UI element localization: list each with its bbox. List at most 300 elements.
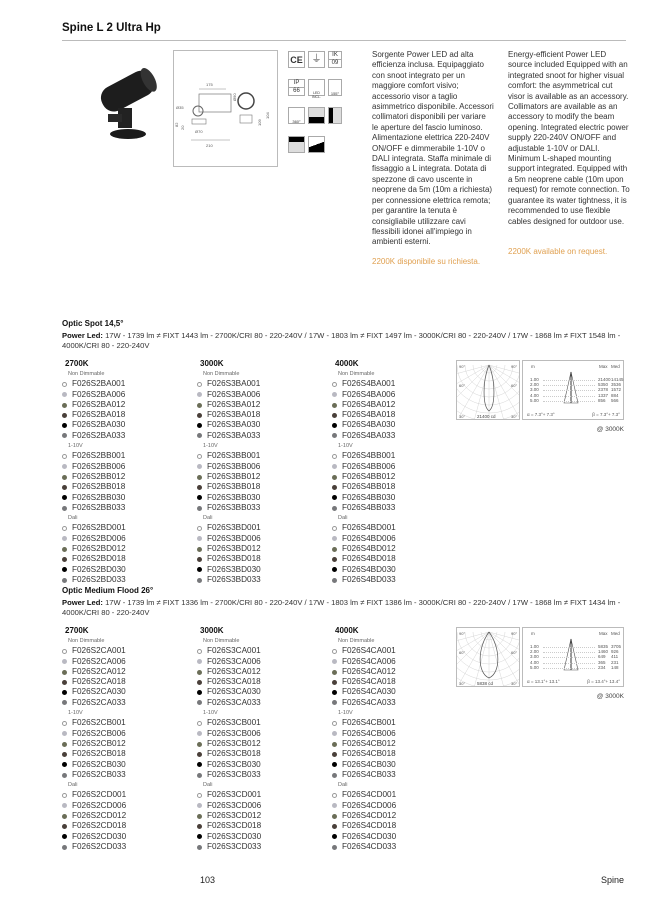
finish-swatch-icon <box>197 659 202 664</box>
finish-swatch-icon <box>332 413 337 418</box>
finish-swatch-icon <box>62 649 67 654</box>
finish-swatch-icon <box>197 475 202 480</box>
finish-swatch-icon <box>332 506 337 511</box>
mounting-floor-icon <box>308 107 325 124</box>
svg-text:20: 20 <box>180 125 185 130</box>
finish-swatch-icon <box>62 834 67 839</box>
led-included-icon: LED INCL. <box>308 79 325 96</box>
finish-swatch-icon <box>62 742 67 747</box>
product-code-item[interactable]: F026S3CD006 <box>197 801 327 811</box>
product-code-item[interactable]: F026S4BA018 <box>332 410 462 420</box>
finish-swatch-icon <box>62 557 67 562</box>
finish-swatch-icon <box>197 845 202 850</box>
product-code-item[interactable]: F026S2BB006 <box>62 462 192 472</box>
finish-swatch-icon <box>332 793 337 798</box>
finish-swatch-icon <box>62 464 67 469</box>
ip-rating-icon: IP 66 <box>288 79 305 96</box>
finish-swatch-icon <box>62 536 67 541</box>
page-title: Spine L 2 Ultra Hp <box>62 22 161 34</box>
product-code-item[interactable]: F026S3BB001 <box>197 451 327 461</box>
angle-label: 60° <box>459 650 466 655</box>
product-code-item[interactable]: F026S2CD030 <box>62 832 192 842</box>
finish-swatch-icon <box>62 433 67 438</box>
angle-label: 30° <box>511 414 518 419</box>
finish-swatch-icon <box>62 485 67 490</box>
rotation-icon: 360° <box>288 107 305 124</box>
code-column-3000K <box>197 359 327 585</box>
finish-swatch-icon <box>332 392 337 397</box>
finish-swatch-icon <box>332 721 337 726</box>
description-en: Energy-efficient Power LED source included Equipped with an integrated snoot for higher visual comfort: the asymmetrical cut visor is available as an accessory. Collimators are available as an accessory to modify the beam opening. Integrated electric power supply 220-240V ON/OFF and adjustable 1-10V or DALI. Minimum L-shaped mounting support integrated. Equipped with a 5m neoprene cable (10m upon request) for remote connection. To guarantee its water tightness, it is recommended to use flexible cables designed for outdoor use. 2200K available on request. <box>508 50 630 256</box>
product-code-item[interactable]: F026S2CA018 <box>62 677 192 687</box>
color-temperature: 2700K <box>65 626 89 635</box>
product-code-item[interactable]: F026S2CB006 <box>62 729 192 739</box>
peak-intensity: 21400 cd <box>477 414 496 419</box>
ik-rating-icon: IK 09 <box>328 51 342 68</box>
finish-swatch-icon <box>62 803 67 808</box>
product-code-item[interactable]: F026S3BA001 <box>197 379 327 389</box>
finish-swatch-icon <box>197 567 202 572</box>
finish-swatch-icon <box>197 690 202 695</box>
svg-text:Ø70: Ø70 <box>195 129 203 134</box>
finish-swatch-icon <box>197 824 202 829</box>
finish-swatch-icon <box>62 721 67 726</box>
dimming-group-label: 1-10V <box>338 443 353 450</box>
finish-swatch-icon <box>62 495 67 500</box>
finish-swatch-icon <box>197 680 202 685</box>
product-code-item[interactable]: F026S2CD001 <box>62 790 192 800</box>
finish-swatch-icon <box>332 557 337 562</box>
finish-swatch-icon <box>62 773 67 778</box>
finish-swatch-icon <box>332 578 337 583</box>
mounting-slope-icon <box>308 136 325 153</box>
product-code-item[interactable]: F026S2CD033 <box>62 842 192 852</box>
finish-swatch-icon <box>62 392 67 397</box>
finish-swatch-icon <box>197 433 202 438</box>
product-code-item[interactable]: F026S3BB018 <box>197 482 327 492</box>
product-code-item[interactable]: F026S3CB001 <box>197 718 327 728</box>
product-code-item[interactable]: F026S4CA001 <box>332 646 462 656</box>
dimming-group-label: Non Dimmable <box>203 638 240 644</box>
product-code-item[interactable]: F026S3CB033 <box>197 770 327 780</box>
finish-swatch-icon <box>62 423 67 428</box>
product-code-item[interactable]: F026S3CA006 <box>197 657 327 667</box>
header-divider <box>62 40 626 41</box>
finish-swatch-icon <box>332 567 337 572</box>
finish-swatch-icon <box>332 803 337 808</box>
finish-swatch-icon <box>197 403 202 408</box>
product-code-item[interactable]: F026S4BD030 <box>332 565 462 575</box>
product-code-item[interactable]: F026S2CA001 <box>62 646 192 656</box>
product-code-item[interactable]: F026S2CB033 <box>62 770 192 780</box>
finish-swatch-icon <box>332 536 337 541</box>
polar-grid-ray <box>489 365 519 417</box>
product-code-item[interactable]: F026S4CB006 <box>332 729 462 739</box>
svg-text:210: 210 <box>206 143 213 148</box>
product-code-item[interactable]: F026S4CD018 <box>332 821 462 831</box>
finish-swatch-icon <box>197 731 202 736</box>
product-code-item[interactable]: F026S4BA012 <box>332 400 462 410</box>
finish-swatch-icon <box>332 814 337 819</box>
finish-swatch-icon <box>62 526 67 531</box>
product-code-item[interactable]: F026S2BA033 <box>62 431 192 441</box>
dimming-group-label: Dali <box>203 515 213 522</box>
product-code-item[interactable]: F026S3CA033 <box>197 698 327 708</box>
section-title: Optic Medium Flood 26° <box>62 586 154 595</box>
svg-text:Ø35: Ø35 <box>176 105 184 110</box>
color-temperature: 2700K <box>65 359 89 368</box>
angle-label: 30° <box>511 681 518 686</box>
product-code-item[interactable]: F026S2CA012 <box>62 667 192 677</box>
dimming-group-label: 1-10V <box>338 710 353 717</box>
product-code-item[interactable]: F026S3CA018 <box>197 677 327 687</box>
dimming-group-label: Non Dimmable <box>68 371 105 377</box>
finish-swatch-icon <box>332 649 337 654</box>
power-spec: Power Led: 17W - 1739 lm ≠ FIXT 1336 lm - 2700K/CRI 80 - 220-240V / 17W - 1803 lm ≠ FIXT 1386 lm - 3000K/CRI 80 - 220-240V / 17W - 1868 lm ≠ FIXT 1434 lm - 4000K/CRI 80 - 220-240V <box>62 598 621 618</box>
product-code-item[interactable]: F026S2CD018 <box>62 821 192 831</box>
finish-swatch-icon <box>332 834 337 839</box>
finish-swatch-icon <box>332 659 337 664</box>
product-code-item[interactable]: F026S2CB030 <box>62 760 192 770</box>
measurement-note: @ 3000K <box>596 693 624 700</box>
finish-swatch-icon <box>197 495 202 500</box>
finish-swatch-icon <box>62 752 67 757</box>
color-temperature: 4000K <box>335 626 359 635</box>
mounting-ceiling-icon <box>288 136 305 153</box>
color-temperature: 3000K <box>200 626 224 635</box>
product-code-item[interactable]: F026S2BD012 <box>62 544 192 554</box>
product-code-item[interactable]: F026S3BD033 <box>197 575 327 585</box>
product-code-item[interactable]: F026S3CD033 <box>197 842 327 852</box>
finish-swatch-icon <box>197 413 202 418</box>
polar-grid-ray <box>473 632 489 687</box>
product-code-item[interactable]: F026S2BD033 <box>62 575 192 585</box>
polar-grid-ray <box>459 365 489 417</box>
finish-swatch-icon <box>62 454 67 459</box>
product-code-item[interactable]: F026S3CD012 <box>197 811 327 821</box>
product-code-item[interactable]: F026S3BD001 <box>197 523 327 533</box>
angle-label: 90° <box>511 364 518 369</box>
description-it: Sorgente Power LED ad alta efficienza inclusa. Equipaggiato con snoot integrato per un maggiore comfort visivo; accessorio visor a taglio asimmetrico disponibile. Accessori collimatori disponibili per variare le aperture del fascio luminoso. Alimentazione elettrica 220-240V ON/OFF e dimmerabile 1-10V o DALI integrata. Staffa minimale di fissaggio a L integrata. Dotata di spezzone di cavo uscente in neoprene da 5m (10m a richiesta) per connessione elettrica remota; per garantire la tenuta è consigliabile utilizzare cavi flessibili idonei all'impiego in ambienti esterni. 2200K disponibile su richiesta. <box>372 50 494 266</box>
color-temperature: 4000K <box>335 359 359 368</box>
finish-swatch-icon <box>332 403 337 408</box>
product-code-item[interactable]: F026S3CB006 <box>197 729 327 739</box>
product-code-item[interactable]: F026S4CD033 <box>332 842 462 852</box>
finish-swatch-icon <box>197 773 202 778</box>
finish-swatch-icon <box>197 536 202 541</box>
finish-swatch-icon <box>197 803 202 808</box>
product-code-item[interactable]: F026S4BB001 <box>332 451 462 461</box>
dimming-group-label: Non Dimmable <box>203 371 240 377</box>
product-code-item[interactable]: F026S2CB001 <box>62 718 192 728</box>
dimming-group-label: Dali <box>338 782 348 789</box>
dimming-group-label: Non Dimmable <box>338 638 375 644</box>
illuminance-table: m Max Med 1.00 21400 14145 2.00 5350 3536 3.00 2378 1572 4.00 1337 884 5.00 856 566 α = 7.3°+ 7.3° β = 7.3°+ 7.3° <box>522 360 624 420</box>
finish-swatch-icon <box>332 731 337 736</box>
finish-swatch-icon <box>197 526 202 531</box>
product-code-item[interactable]: F026S4CD006 <box>332 801 462 811</box>
product-code-item[interactable]: F026S3BD030 <box>197 565 327 575</box>
note-en: 2200K available on request. <box>508 246 608 256</box>
product-code-item[interactable]: F026S2CB012 <box>62 739 192 749</box>
finish-swatch-icon <box>332 773 337 778</box>
finish-swatch-icon <box>332 495 337 500</box>
product-code-item[interactable]: F026S3BB030 <box>197 493 327 503</box>
product-code-item[interactable]: F026S4CB012 <box>332 739 462 749</box>
mounting-wall-icon <box>328 107 342 124</box>
finish-swatch-icon <box>62 578 67 583</box>
polar-diagram <box>456 627 520 687</box>
finish-swatch-icon <box>197 670 202 675</box>
finish-swatch-icon <box>197 464 202 469</box>
product-code-item[interactable]: F026S2BA030 <box>62 420 192 430</box>
angle-label: 30° <box>459 681 466 686</box>
code-column-4000K <box>332 626 462 852</box>
product-code-item[interactable]: F026S2BA018 <box>62 410 192 420</box>
product-code-item[interactable]: F026S3CD001 <box>197 790 327 800</box>
product-code-item[interactable]: F026S4BA006 <box>332 390 462 400</box>
product-code-item[interactable]: F026S3BA006 <box>197 390 327 400</box>
product-code-item[interactable]: F026S4CB033 <box>332 770 462 780</box>
product-code-item[interactable]: F026S3BB033 <box>197 503 327 513</box>
product-code-item[interactable]: F026S2BB001 <box>62 451 192 461</box>
product-code-item[interactable]: F026S4BB033 <box>332 503 462 513</box>
finish-swatch-icon <box>62 403 67 408</box>
finish-swatch-icon <box>332 423 337 428</box>
finish-swatch-icon <box>62 793 67 798</box>
color-temperature: 3000K <box>200 359 224 368</box>
product-code-item[interactable]: F026S2CA033 <box>62 698 192 708</box>
code-column-4000K <box>332 359 462 585</box>
product-code-item[interactable]: F026S3BD018 <box>197 554 327 564</box>
product-code-item[interactable]: F026S2BD006 <box>62 534 192 544</box>
product-code-item[interactable]: F026S4BD033 <box>332 575 462 585</box>
product-code-item[interactable]: F026S4CA006 <box>332 657 462 667</box>
product-code-item[interactable]: F026S3CA001 <box>197 646 327 656</box>
product-code-item[interactable]: F026S4CB030 <box>332 760 462 770</box>
dimming-group-label: Dali <box>203 782 213 789</box>
code-column-2700K <box>62 359 192 585</box>
measurement-note: @ 3000K <box>596 426 624 433</box>
angle-label: 60° <box>459 383 466 388</box>
finish-swatch-icon <box>62 700 67 705</box>
finish-swatch-icon <box>62 567 67 572</box>
finish-swatch-icon <box>332 475 337 480</box>
note-it: 2200K disponibile su richiesta. <box>372 256 481 266</box>
dimming-group-label: 1-10V <box>68 443 83 450</box>
product-code-item[interactable]: F026S4BB030 <box>332 493 462 503</box>
finish-swatch-icon <box>62 680 67 685</box>
finish-swatch-icon <box>197 423 202 428</box>
product-code-item[interactable]: F026S2CB018 <box>62 749 192 759</box>
product-code-item[interactable]: F026S2BB033 <box>62 503 192 513</box>
finish-swatch-icon <box>332 690 337 695</box>
finish-swatch-icon <box>62 762 67 767</box>
finish-swatch-icon <box>197 578 202 583</box>
product-code-item[interactable]: F026S3BD006 <box>197 534 327 544</box>
product-code-item[interactable]: F026S2BA001 <box>62 379 192 389</box>
finish-swatch-icon <box>197 649 202 654</box>
product-code-item[interactable]: F026S2CD012 <box>62 811 192 821</box>
finish-swatch-icon <box>197 742 202 747</box>
finish-swatch-icon <box>332 433 337 438</box>
svg-text:109: 109 <box>257 119 262 126</box>
finish-swatch-icon <box>332 752 337 757</box>
product-code-item[interactable]: F026S2BD001 <box>62 523 192 533</box>
dimming-group-label: 1-10V <box>68 710 83 717</box>
product-code-item[interactable]: F026S4BD006 <box>332 534 462 544</box>
product-code-item[interactable]: F026S2CA030 <box>62 687 192 697</box>
finish-swatch-icon <box>332 700 337 705</box>
finish-swatch-icon <box>197 700 202 705</box>
finish-swatch-icon <box>332 547 337 552</box>
product-code-item[interactable]: F026S3CD030 <box>197 832 327 842</box>
finish-swatch-icon <box>332 680 337 685</box>
angle-label: 90° <box>459 631 466 636</box>
finish-swatch-icon <box>332 464 337 469</box>
product-code-item[interactable]: F026S4CA018 <box>332 677 462 687</box>
footer-section: Spine <box>600 875 624 885</box>
finish-swatch-icon <box>332 742 337 747</box>
product-code-item[interactable]: F026S3BD012 <box>197 544 327 554</box>
finish-swatch-icon <box>62 731 67 736</box>
product-code-item[interactable]: F026S4BD012 <box>332 544 462 554</box>
product-code-item[interactable]: F026S3CB030 <box>197 760 327 770</box>
finish-swatch-icon <box>332 485 337 490</box>
angle-label: 90° <box>511 631 518 636</box>
finish-swatch-icon <box>332 845 337 850</box>
product-code-item[interactable]: F026S3CB018 <box>197 749 327 759</box>
polar-grid-ray <box>489 632 505 687</box>
illuminance-table: m Max Med 1.00 5835 3705 2.00 1460 926 3.00 649 411 4.00 365 231 5.00 234 148 α = 13.1°+ 13.1° β = 13.4°+ 13.4° <box>522 627 624 687</box>
finish-swatch-icon <box>197 557 202 562</box>
finish-swatch-icon <box>197 454 202 459</box>
polar-grid-ring <box>456 632 520 687</box>
finish-swatch-icon <box>197 392 202 397</box>
product-code-item[interactable]: F026S3CA030 <box>197 687 327 697</box>
finish-swatch-icon <box>332 762 337 767</box>
finish-swatch-icon <box>197 762 202 767</box>
dimming-group-label: Non Dimmable <box>338 371 375 377</box>
product-code-item[interactable]: F026S4CA033 <box>332 698 462 708</box>
finish-swatch-icon <box>197 485 202 490</box>
finish-swatch-icon <box>197 506 202 511</box>
dim-length: 175 <box>206 82 213 87</box>
product-code-item[interactable]: F026S2BB030 <box>62 493 192 503</box>
product-code-item[interactable]: F026S3CD018 <box>197 821 327 831</box>
dimming-group-label: 1-10V <box>203 710 218 717</box>
product-code-item[interactable]: F026S2BA006 <box>62 390 192 400</box>
product-code-item[interactable]: F026S4BB006 <box>332 462 462 472</box>
finish-swatch-icon <box>62 670 67 675</box>
finish-swatch-icon <box>62 506 67 511</box>
product-code-item[interactable]: F026S3CB012 <box>197 739 327 749</box>
product-code-item[interactable]: F026S4CA030 <box>332 687 462 697</box>
product-code-item[interactable]: F026S4BA030 <box>332 420 462 430</box>
dimming-group-label: Dali <box>338 515 348 522</box>
finish-swatch-icon <box>197 793 202 798</box>
product-code-item[interactable]: F026S2BB018 <box>62 482 192 492</box>
page-number: 103 <box>200 875 216 885</box>
product-code-item[interactable]: F026S2CA006 <box>62 657 192 667</box>
tilt-icon: 155° <box>328 79 342 96</box>
product-code-item[interactable]: F026S3BA018 <box>197 410 327 420</box>
product-code-item[interactable]: F026S3BB006 <box>197 462 327 472</box>
finish-swatch-icon <box>62 814 67 819</box>
finish-swatch-icon <box>62 845 67 850</box>
product-code-item[interactable]: F026S4CD001 <box>332 790 462 800</box>
finish-swatch-icon <box>332 670 337 675</box>
finish-swatch-icon <box>62 824 67 829</box>
product-code-item[interactable]: F026S4BB012 <box>332 472 462 482</box>
section-title: Optic Spot 14,5° <box>62 319 124 328</box>
product-code-item[interactable]: F026S4BD001 <box>332 523 462 533</box>
product-code-item[interactable]: F026S4CD030 <box>332 832 462 842</box>
product-code-item[interactable]: F026S3BA012 <box>197 400 327 410</box>
finish-swatch-icon <box>197 721 202 726</box>
dimming-group-label: Dali <box>68 515 78 522</box>
product-code-item[interactable]: F026S3BB012 <box>197 472 327 482</box>
finish-swatch-icon <box>62 690 67 695</box>
product-code-item[interactable]: F026S2BA012 <box>62 400 192 410</box>
finish-swatch-icon <box>332 526 337 531</box>
product-code-item[interactable]: F026S4CA012 <box>332 667 462 677</box>
angle-label: 60° <box>511 650 518 655</box>
product-code-item[interactable]: F026S2BB012 <box>62 472 192 482</box>
finish-swatch-icon <box>62 659 67 664</box>
polar-grid-ray <box>489 365 505 420</box>
product-code-item[interactable]: F026S4BB018 <box>332 482 462 492</box>
code-column-2700K <box>62 626 192 852</box>
product-code-item[interactable]: F026S4BA001 <box>332 379 462 389</box>
product-code-item[interactable]: F026S3CA012 <box>197 667 327 677</box>
product-code-item[interactable]: F026S4CB001 <box>332 718 462 728</box>
dimming-group-label: 1-10V <box>203 443 218 450</box>
polar-diagram <box>456 360 520 420</box>
angle-label: 90° <box>459 364 466 369</box>
finish-swatch-icon <box>62 475 67 480</box>
finish-swatch-icon <box>197 814 202 819</box>
product-code-item[interactable]: F026S3BA030 <box>197 420 327 430</box>
finish-swatch-icon <box>197 834 202 839</box>
product-code-item[interactable]: F026S4CB018 <box>332 749 462 759</box>
product-code-item[interactable]: F026S4CD012 <box>332 811 462 821</box>
product-code-item[interactable]: F026S4BD018 <box>332 554 462 564</box>
finish-swatch-icon <box>332 824 337 829</box>
svg-text:Ø90: Ø90 <box>232 93 237 101</box>
product-code-item[interactable]: F026S4BA033 <box>332 431 462 441</box>
finish-swatch-icon <box>197 752 202 757</box>
product-code-item[interactable]: F026S2BD030 <box>62 565 192 575</box>
peak-intensity: 5838 cd <box>477 681 494 686</box>
product-code-item[interactable]: F026S2CD006 <box>62 801 192 811</box>
finish-swatch-icon <box>332 382 337 387</box>
earth-ground-icon: ⏚ <box>308 51 325 68</box>
finish-swatch-icon <box>62 413 67 418</box>
dimming-group-label: Non Dimmable <box>68 638 105 644</box>
technical-drawing <box>173 50 278 167</box>
product-code-item[interactable]: F026S3BA033 <box>197 431 327 441</box>
svg-text:82: 82 <box>174 122 179 127</box>
angle-label: 60° <box>511 383 518 388</box>
power-spec: Power Led: 17W - 1739 lm ≠ FIXT 1443 lm - 2700K/CRI 80 - 220-240V / 17W - 1803 lm ≠ FIXT 1497 lm - 3000K/CRI 80 - 220-240V / 17W - 1868 lm ≠ FIXT 1548 lm - 4000K/CRI 80 - 220-240V <box>62 331 621 351</box>
finish-swatch-icon <box>197 382 202 387</box>
product-code-item[interactable]: F026S2BD018 <box>62 554 192 564</box>
polar-grid-ray <box>473 365 489 420</box>
angle-label: 30° <box>459 414 466 419</box>
ce-mark-icon: CE <box>288 51 305 68</box>
polar-grid-ring <box>456 365 520 420</box>
